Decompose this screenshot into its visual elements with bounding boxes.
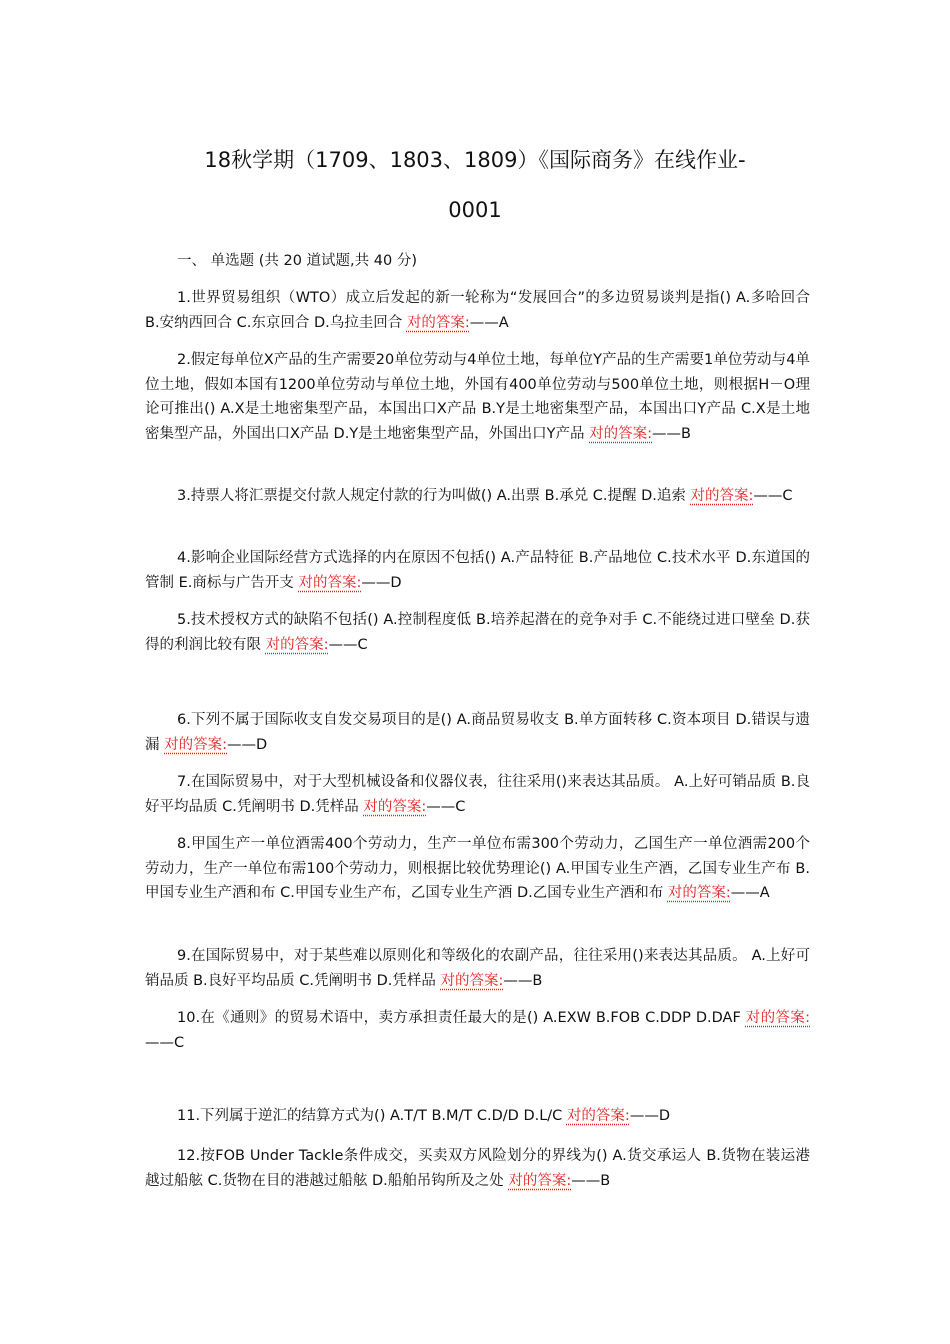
answer-value: ——D <box>227 736 268 753</box>
answer-label: 对的答案: <box>363 798 427 815</box>
answer-value: ——A <box>469 314 509 331</box>
question-text: 2.假定每单位X产品的生产需要20单位劳动与4单位土地，每单位Y产品的生产需要1单位劳动与4单位土地，假如本国有1200单位劳动与单位土地，外国有400单位劳动与500单位土地，则根据H－O理论可推出() A.X是土地密集型产品，本国出口X产品 B.Y是土地密集型产品，本国出口Y产品 C.X是土地密集型产品，外国出口X产品 D.Y是土地密集型产品，外国出口Y产品 <box>145 352 810 442</box>
answer-label: 对的答案: <box>690 488 754 504</box>
question-7 <box>145 770 810 819</box>
answer-value: ——B <box>503 972 543 989</box>
question-text: 11.下列属于逆汇的结算方式为() A.T/T B.M/T C.D/D D.L/C <box>177 1108 567 1124</box>
question-2 <box>145 348 810 446</box>
question-11 <box>145 1104 810 1129</box>
question-8 <box>145 832 810 906</box>
page-title-line-1: 18秋学期（1709、1803、1809）《国际商务》在线作业- <box>204 148 746 172</box>
answer-value: ——D <box>629 1108 670 1124</box>
answer-label: 对的答案: <box>589 425 653 442</box>
question-text: 8.甲国生产一单位酒需400个劳动力，生产一单位布需300个劳动力，乙国生产一单位酒需200个劳动力，生产一单位布需100个劳动力，则根据比较优势理论() A.甲国专业生产酒，乙国专业生产布 B.甲国专业生产酒和布 C.甲国专业生产布，乙国专业生产酒 D.乙国专业生产酒和布 <box>145 836 810 901</box>
answer-label: 对的答案: <box>508 1172 572 1189</box>
answer-label: 对的答案: <box>265 636 329 653</box>
question-text: 5.技术授权方式的缺陷不包括() A.控制程度低 B.培养起潜在的竞争对手 C.不能绕过进口壁垒 D.获得的利润比较有限 <box>145 612 810 653</box>
question-3 <box>145 484 810 509</box>
question-text: 12.按FOB Under Tackle条件成交，买卖双方风险划分的界线为() A.货交承运人 B.货物在装运港越过船舷 C.货物在目的港越过船舷 D.船舶吊钩所及之处 <box>145 1148 810 1189</box>
answer-value: ——D <box>361 574 402 591</box>
question-12 <box>145 1144 810 1193</box>
question-6 <box>145 708 810 757</box>
section-header: 一、 单选题 (共 20 道试题,共 40 分) <box>177 253 417 269</box>
question-1 <box>145 286 810 335</box>
question-10 <box>145 1006 810 1055</box>
answer-value: ——B <box>652 425 691 442</box>
question-text: 9.在国际贸易中，对于某些难以原则化和等级化的农副产品，往往采用()来表达其品质。 A.上好可销品质 B.良好平均品质 C.凭阐明书 D.凭样品 <box>145 948 810 989</box>
answer-value: ——C <box>753 488 793 504</box>
answer-label: 对的答案: <box>440 972 504 989</box>
answer-value: ——C <box>328 636 368 653</box>
answer-label: 对的答案: <box>667 885 731 901</box>
answer-value: ——A <box>730 885 770 901</box>
answer-value: ——B <box>571 1172 611 1189</box>
question-5 <box>145 608 810 657</box>
answer-label: 对的答案: <box>298 574 362 591</box>
answer-value: ——C <box>145 1034 185 1051</box>
question-text: 4.影响企业国际经营方式选择的内在原因不包括() A.产品特征 B.产品地位 C.技术水平 D.东道国的管制 E.商标与广告开支 <box>145 550 810 591</box>
question-text: 10.在《通则》的贸易术语中，卖方承担责任最大的是() A.EXW B.FOB C.DDP D.DAF <box>177 1010 746 1026</box>
question-text: 6.下列不属于国际收支自发交易项目的是() A.商品贸易收支 B.单方面转移 C.资本项目 D.错误与遗漏 <box>145 712 810 753</box>
question-text: 3.持票人将汇票提交付款人规定付款的行为叫做() A.出票 B.承兑 C.提醒 D.追索 <box>177 488 691 504</box>
answer-value: ——C <box>426 798 466 815</box>
answer-label: 对的答案: <box>164 736 227 753</box>
question-text: 7.在国际贸易中，对于大型机械设备和仪器仪表，往往采用()来表达其品质。 A.上好可销品质 B.良好平均品质 C.凭阐明书 D.凭样品 <box>145 774 810 815</box>
question-text: 1.世界贸易组织（WTO）成立后发起的新一轮称为“发展回合”的多边贸易谈判是指() A.多哈回合 B.安纳西回合 C.东京回合 D.乌拉圭回合 <box>145 290 810 331</box>
page-title-line-2: 0001 <box>448 198 502 222</box>
answer-label: 对的答案: <box>566 1108 630 1124</box>
answer-label: 对的答案: <box>406 314 470 331</box>
question-9 <box>145 944 810 993</box>
answer-label: 对的答案: <box>745 1010 810 1026</box>
question-4 <box>145 546 810 595</box>
